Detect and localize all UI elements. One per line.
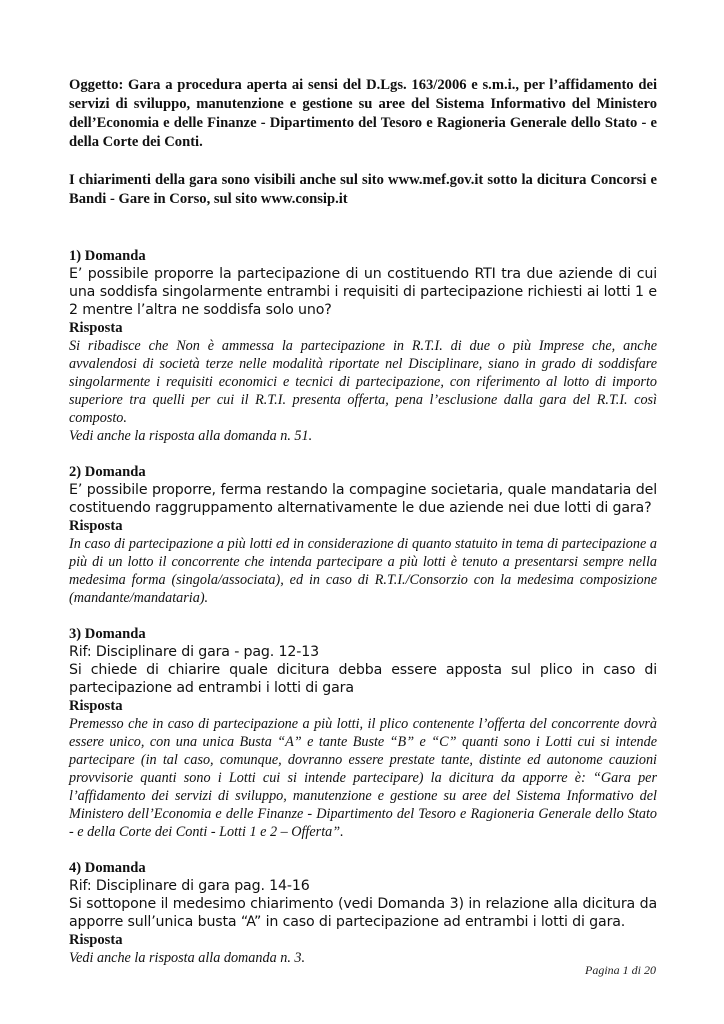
question-text: E’ possibile proporre, ferma restando la compagine societaria, quale mandataria del costituendo raggruppamento alternativamente le due aziende nei due lotti di gara?: [69, 482, 657, 516]
qa-item-3: [69, 625, 657, 841]
question-title: 1) Domanda: [69, 248, 146, 264]
answer-text: In caso di partecipazione a più lotti ed in considerazione di quanto statuito in tema di partecipazione a più di un lotto il concorrente che intenda partecipare a più lotti è tenuto a presentarsi sempre nella medesima forma (singola/associata), ed in caso di R.T.I./Consorzio con la medesima composizione (mandante/mandataria).: [69, 536, 657, 606]
answer-title: Risposta: [69, 932, 123, 948]
answer-text: Vedi anche la risposta alla domanda n. 3.: [69, 950, 306, 966]
question-text: Si chiede di chiarire quale dicitura debba essere apposta sul plico in caso di partecipazione ad entrambi i lotti di gara: [69, 662, 657, 696]
question-reference: Rif: Disciplinare di gara pag. 14-16: [69, 878, 310, 894]
qa-item-1: [69, 247, 657, 445]
document-header: [69, 76, 657, 209]
question-text: Si sottopone il medesimo chiarimento (vedi Domanda 3) in relazione alla dicitura da apporre sull’unica busta “A” in caso di partecipazione ad entrambi i lotti di gara.: [69, 896, 657, 930]
question-text: E’ possibile proporre la partecipazione di un costituendo RTI tra due aziende di cui una soddisfa singolarmente entrambi i requisiti di partecipazione richiesti ai lotti 1 e 2 mentre l’altra ne soddisfa solo uno?: [69, 266, 657, 318]
document-page: [69, 76, 657, 985]
question-reference: Rif: Disciplinare di gara - pag. 12-13: [69, 644, 319, 660]
subject-paragraph: Oggetto: Gara a procedura aperta ai sensi del D.Lgs. 163/2006 e s.m.i., per l’affidamento dei servizi di sviluppo, manutenzione e gestione su aree del Sistema Informativo del Ministero dell’Economia e delle Finanze - Dipartimento del Tesoro e Ragioneria Generale dello Stato - e della Corte dei Conti.: [69, 77, 657, 150]
question-title: 2) Domanda: [69, 464, 146, 480]
answer-title: Risposta: [69, 698, 123, 714]
answer-extra-text: Vedi anche la risposta alla domanda n. 51.: [69, 428, 313, 444]
page-number: Pagina 1 di 20: [585, 963, 656, 977]
question-title: 3) Domanda: [69, 626, 146, 642]
answer-text: Premesso che in caso di partecipazione a più lotti, il plico contenente l’offerta del concorrente dovrà essere unico, con una unica Busta “A” e tante Buste “B” e “C” quanti sono i Lotti cui si intende partecipare (in tal caso, comunque, dovranno essere prestate tante, distinte ed autonome cauzioni provvisorie quanti sono i Lotti cui si intende partecipare) la dicitura da apporre è: “Gara per l’affidamento dei servizi di sviluppo, manutenzione e gestione su aree del Sistema Informativo del Ministero dell’Economia e delle Finanze - Dipartimento del Tesoro e Ragioneria Generale dello Stato - e della Corte dei Conti - Lotti 1 e 2 – Offerta”.: [69, 716, 657, 840]
clarifications-paragraph: I chiarimenti della gara sono visibili anche sul sito www.mef.gov.it sotto la dicitura Concorsi e Bandi - Gare in Corso, sul sito www.consip.it: [69, 172, 657, 207]
answer-title: Risposta: [69, 320, 123, 336]
qa-item-4: [69, 859, 657, 967]
question-title: 4) Domanda: [69, 860, 146, 876]
answer-text: Si ribadisce che Non è ammessa la partecipazione in R.T.I. di due o più Imprese che, anche avvalendosi di società terze nelle modalità riportate nel Disciplinare, siano in grado di soddisfare singolarmente i requisiti economici e tecnici di partecipazione, con riferimento al lotto di importo superiore tra quelli per cui il R.T.I. presenta offerta, pena l’esclusione dalla gara del R.T.I. così composto.: [69, 338, 657, 426]
answer-title: Risposta: [69, 518, 123, 534]
qa-item-2: [69, 463, 657, 607]
